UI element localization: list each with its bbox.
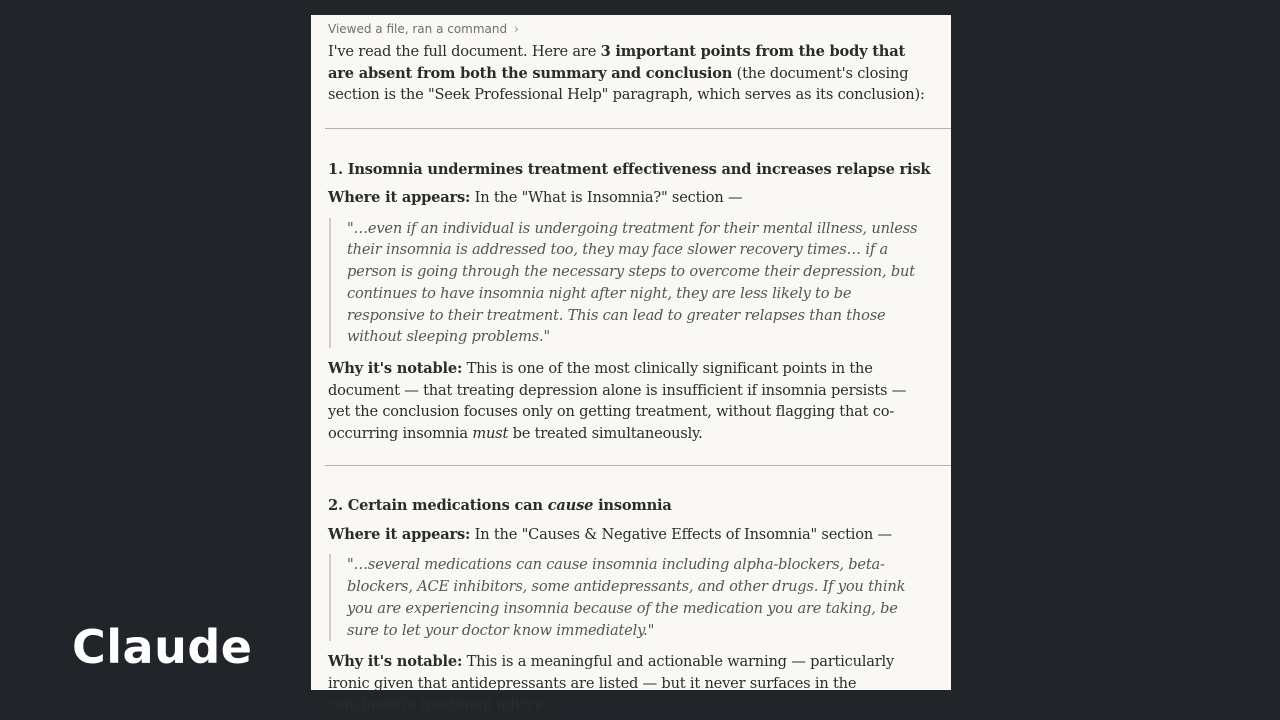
point-1-why-text: This is one of the most clinically significant points in the document — that treating depression alone is insufficient if insomnia persists — yet the conclusion focuses only on getting treatment, without flagging that co-occurring insomnia [328,360,907,442]
point-1-why [328,358,928,444]
point-2-where-text: In the "Causes & Negative Effects of Insomnia" section — [470,525,892,543]
point-1-where-text: In the "What is Insomnia?" section — [470,189,743,206]
tool-activity-toggle[interactable] [328,21,951,37]
point-2-where [328,524,951,546]
point-2-why-label: Why it's notable: [328,653,463,671]
point-2-quote: "…several medications can cause insomnia including alpha-blockers, beta-blockers, ACE inhibitors, some antidepressants, and other drugs. If you think you are experiencing insomnia because of the medication you are taking, be sure to let your doctor know immediately." [329,554,927,641]
point-1-where-label: Where it appears: [328,189,471,206]
point-2-heading [328,495,951,517]
point-1-heading-text: 1. Insomnia undermines treatment effectiveness and increases relapse risk [328,160,931,178]
point-1-why-label: Why it's notable: [328,360,463,378]
point-2-heading-text: 2. Certain medications can [328,497,548,515]
section-divider [325,465,951,466]
point-1-why-text-end: be treated simultaneously. [508,424,703,442]
intro-text-start: I've read the full document. Here are [328,43,601,60]
chat-response-panel[interactable] [311,15,951,714]
intro-paragraph [328,41,928,106]
point-1-quote: "…even if an individual is undergoing treatment for their mental illness, unless their insomnia is addressed too, they may face slower recovery times… if a person is going through the necessary steps to overcome their depression, but continues to have insomnia night after night, they are less likely to be responsive to their treatment. This can lead to greater relapses than those without sleeping problems." [329,218,927,349]
tool-activity-label: Viewed a file, ran a command [328,22,508,36]
point-2-why [328,651,928,716]
intro-text-end: (the document's closing section is the "Seek Professional Help" paragraph, which serves as its conclusion): [328,64,925,103]
point-2-heading-emphasis: cause [547,497,594,515]
point-2-why-text: This is a meaningful and actionable warning — particularly ironic given that antidepressants are listed — but it never surfaces in the conclusion's treatment advice, [328,653,895,714]
point-2-heading-text-end: insomnia [593,497,672,515]
point-1-why-emphasis: must [472,424,509,442]
intro-text-bold: 3 important points from the body that are absent from both the summary and conclusion [328,43,905,82]
brand-caption: Claude [72,620,253,674]
chevron-right-icon: › [514,22,519,36]
point-2-where-label: Where it appears: [328,525,471,543]
point-1-heading [328,159,951,181]
point-1-where [328,187,951,209]
section-divider [325,128,951,129]
